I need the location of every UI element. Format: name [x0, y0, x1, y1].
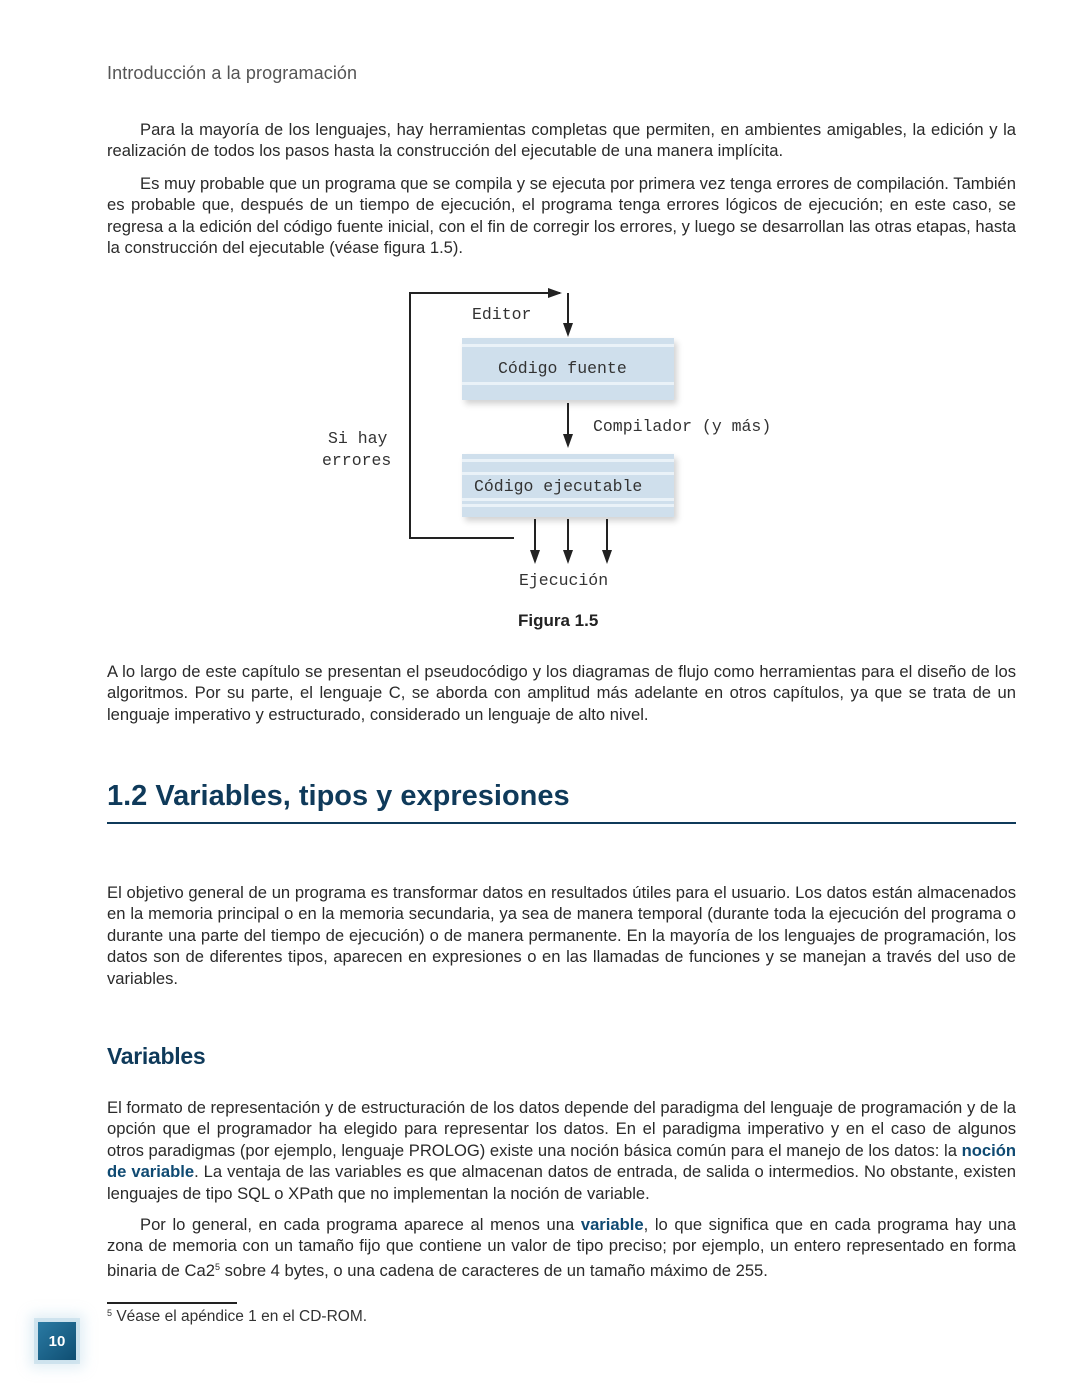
loop-label-line2: errores	[322, 451, 392, 470]
figure-1-5	[0, 0, 1080, 650]
footnote-reference[interactable]: 5	[214, 1261, 220, 1272]
paragraph-2: Es muy probable que un programa que se compila y se ejecuta por primera vez tenga errores de compilación. También es probable que, después de un tiempo de ejecución, el programa tenga errores lógicos de ejecución; en este caso, se regresa a la edición del código fuente inicial, con el fin de corregir los errores, y luego se desarrollan las otras etapas, hasta la construcción del ejecutable (véase figura 1.5).	[107, 174, 1016, 258]
page-number-badge	[38, 1322, 76, 1360]
p6-text-after: sobre 4 bytes, o una cadena de caracteres de un tamaño máximo de 255.	[219, 1260, 768, 1280]
footnote	[107, 1308, 367, 1326]
loop-label-line1: Si hay	[328, 429, 388, 448]
paragraph-5	[107, 1097, 1016, 1204]
compiler-label: Compilador (y más)	[593, 417, 772, 436]
paragraph-3: A lo largo de este capítulo se presentan el pseudocódigo y los diagramas de flujo como herramientas para el diseño de los algoritmos. Por su parte, el lenguaje C, se aborda con amplitud más adelante en otros capítulos, ya que se trata de un lenguaje imperativo y estructurado, considerado un lenguaje de alto nivel.	[107, 662, 1016, 724]
paragraph-1: Para la mayoría de los lenguajes, hay herramientas completas que permiten, en ambientes amigables, la edición y la realización de todos los pasos hasta la construcción del ejecutable de una manera implícita.	[107, 120, 1016, 161]
executable-code-box	[462, 454, 674, 517]
executable-code-label: Código ejecutable	[474, 477, 643, 496]
footnote-number: 5	[107, 1308, 113, 1318]
heading-rule	[107, 822, 1016, 824]
p6-text-before: Por lo general, en cada programa aparece al menos una	[140, 1215, 581, 1234]
term-nocion-de-variable: noción de variable	[107, 1140, 1016, 1182]
execution-label: Ejecución	[519, 571, 609, 590]
editor-label: Editor	[472, 305, 532, 324]
p5-text-after: . La ventaja de las variables es que almacenan datos de entrada, de salida o intermedios. No obstante, existen lenguajes de tipo SQL o XPath que no implementan la noción de variable.	[107, 1162, 1016, 1203]
flow-arrows-icon	[0, 0, 1080, 650]
term-variable: variable	[580, 1215, 644, 1234]
figure-caption: Figura 1.5	[518, 611, 599, 630]
source-code-label: Código fuente	[498, 359, 627, 378]
footnote-rule	[107, 1302, 237, 1304]
running-head: Introducción a la programación	[107, 63, 358, 83]
paragraph-4: El objetivo general de un programa es transformar datos en resultados útiles para el usuario. Los datos están almacenados en la memoria principal o en la memoria secundaria, ya sea de manera temporal (durante toda la ejecución del programa o durante una parte del tiempo de ejecución) o de manera permanente. En la mayoría de los lenguajes de programación, los datos son de diferentes tipos, aparecen en expresiones o en las llamadas de funciones y se manejan a través del uso de variables.	[107, 883, 1016, 988]
paragraph-6	[107, 1214, 1016, 1281]
footnote-text: Véase el apéndice 1 en el CD-ROM.	[112, 1308, 368, 1325]
p5-text-before: El formato de representación y de estructuración de los datos depende del paradigma del lenguaje de programación y de la opción que el programador ha elegido para representar los datos. En el paradigma imperativo y en el caso de algunos otros paradigmas (por ejemplo, lenguaje PROLOG) existe una noción básica común para el manejo de los datos: la	[107, 1098, 1016, 1160]
section-heading: 1.2 Variables, tipos y expresiones	[107, 780, 570, 812]
source-code-box	[462, 338, 674, 400]
p6-text-middle: , lo que significa que en cada programa hay una zona de memoria con un tamaño fijo que contiene un valor de tipo preciso; por ejemplo, un entero representado en forma binaria de Ca2	[107, 1215, 1016, 1280]
page-number: 10	[48, 1332, 66, 1350]
subsection-heading: Variables	[107, 1043, 206, 1069]
